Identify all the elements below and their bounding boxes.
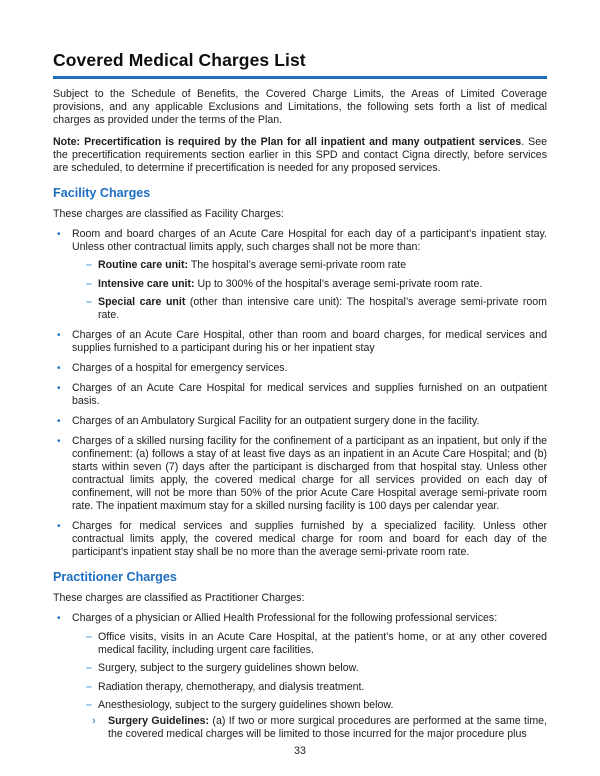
list-item (53, 278, 547, 291)
list-item-text: Radiation therapy, chemotherapy, and dialysis treatment. (98, 680, 365, 693)
list-item (53, 662, 547, 675)
term-definition: Up to 300% of the hospital’s average semi-private room rate. (194, 277, 483, 290)
list-item-text (98, 278, 547, 291)
bullet-icon: • (57, 613, 61, 624)
list-item-text: Charges of an Acute Care Hospital for medical services and supplies furnished on an outpatient basis. (72, 382, 547, 407)
list-item (53, 329, 547, 355)
bullet-icon: • (57, 416, 61, 427)
bullet-icon: • (57, 521, 61, 532)
dash-icon: – (86, 296, 92, 308)
list-item-text (98, 259, 547, 272)
list-item-text (98, 296, 547, 322)
practitioner-lead: These charges are classified as Practitioner Charges: (53, 592, 305, 604)
list-item (53, 699, 547, 712)
dash-icon: – (86, 277, 92, 290)
note-bold-text: Note: Precertification is required by the Plan for all inpatient and many outpatient services (53, 135, 522, 148)
list-item (53, 715, 547, 741)
section-heading-facility: Facility Charges (53, 185, 151, 200)
page-title: Covered Medical Charges List (53, 50, 306, 70)
dash-icon: – (86, 662, 92, 674)
note-paragraph (53, 136, 547, 175)
list-item-text: Charges of a hospital for emergency services. (72, 362, 288, 374)
chevron-icon: › (92, 715, 96, 727)
bullet-icon: • (57, 330, 61, 341)
dash-icon: – (86, 630, 92, 643)
list-item-text: Surgery, subject to the surgery guidelines shown below. (98, 662, 359, 674)
term-definition: (other than intensive care unit): The hospital’s average semi-private room rate. (98, 296, 547, 321)
list-item (53, 228, 547, 254)
intro-paragraph: Subject to the Schedule of Benefits, the Covered Charge Limits, the Areas of Limited Coverage provisions, and any applicable Exclusions and Limitations, the following sets forth a list of medical charges as provided under the terms of the Plan. (53, 87, 547, 126)
term-label: Surgery Guidelines: (108, 715, 210, 727)
bullet-icon: • (57, 363, 61, 374)
list-item-text: Charges for medical services and supplies furnished by a specialized facility. Unless other contractual limits apply, the covered medical charge for room and board for each day of the participant’s inpatient stay shall be no more than the average semi-private room rate. (72, 520, 547, 558)
list-item-text: Room and board charges of an Acute Care Hospital for each day of a participant’s inpatient stay. Unless other contractual limits apply, such charges shall not be more than: (72, 227, 547, 253)
list-item-text: Charges of a skilled nursing facility for the confinement of a participant as an inpatient, but only if the confinement: (a) follows a stay of at least five days as an inpatient in an Acute Care Hospital; and (b) starts within seven (7) days after the participant is discharged from that hospital stay. Unless other contractual limits apply, the covered medical charge for all services provided on each day of confinement, will not be more than 50% of the prior Acute Care Hospital average semi-private room rate. The inpatient maximum stay for a skilled nursing facility is 100 days per calendar year. (72, 435, 547, 512)
dash-icon: – (86, 259, 92, 271)
dash-icon: – (86, 680, 92, 693)
title-rule (53, 76, 547, 79)
facility-lead: These charges are classified as Facility Charges: (53, 207, 284, 220)
dash-icon: – (86, 699, 92, 711)
list-item (53, 259, 547, 272)
term-label: Routine care unit: (98, 259, 189, 271)
list-item-text: Charges of a physician or Allied Health Professional for the following professional services: (72, 612, 498, 624)
list-item-text: Office visits, visits in an Acute Care Hospital, at the patient’s home, or at any other covered medical facility, including urgent care facilities. (98, 630, 547, 656)
section-heading-practitioner: Practitioner Charges (53, 570, 177, 584)
list-item (53, 520, 547, 559)
list-item (53, 382, 547, 408)
list-item (53, 631, 547, 657)
list-item (53, 362, 547, 375)
bullet-icon: • (57, 383, 61, 394)
term-label: Intensive care unit: (98, 277, 195, 290)
list-item-text: Charges of an Acute Care Hospital, other than room and board charges, for medical services and supplies furnished to a participant during his or her inpatient stay (72, 329, 547, 354)
bullet-icon: • (57, 228, 61, 240)
list-item (53, 435, 547, 513)
list-item (53, 296, 547, 322)
list-item (53, 612, 547, 625)
list-item-text (108, 715, 547, 741)
list-item (53, 415, 547, 428)
term-definition: The hospital’s average semi-private room rate (188, 259, 407, 271)
term-label: Special care unit (98, 296, 186, 308)
page-number: 33 (294, 745, 306, 757)
list-item (53, 681, 547, 694)
list-item-text: Charges of an Ambulatory Surgical Facility for an outpatient surgery done in the facility. (72, 415, 480, 427)
list-item-text: Anesthesiology, subject to the surgery guidelines shown below. (98, 699, 394, 711)
note-rest-text: . See the precertification requirements section earlier in this SPD and contact Cigna directly, before services are scheduled, to determine if precertification is needed for any proposed services. (53, 135, 547, 174)
bullet-icon: • (57, 436, 61, 447)
term-definition: (a) If two or more surgical procedures are performed at the same time, the covered medical charges will be limited to those incurred for the major procedure plus (108, 715, 547, 740)
